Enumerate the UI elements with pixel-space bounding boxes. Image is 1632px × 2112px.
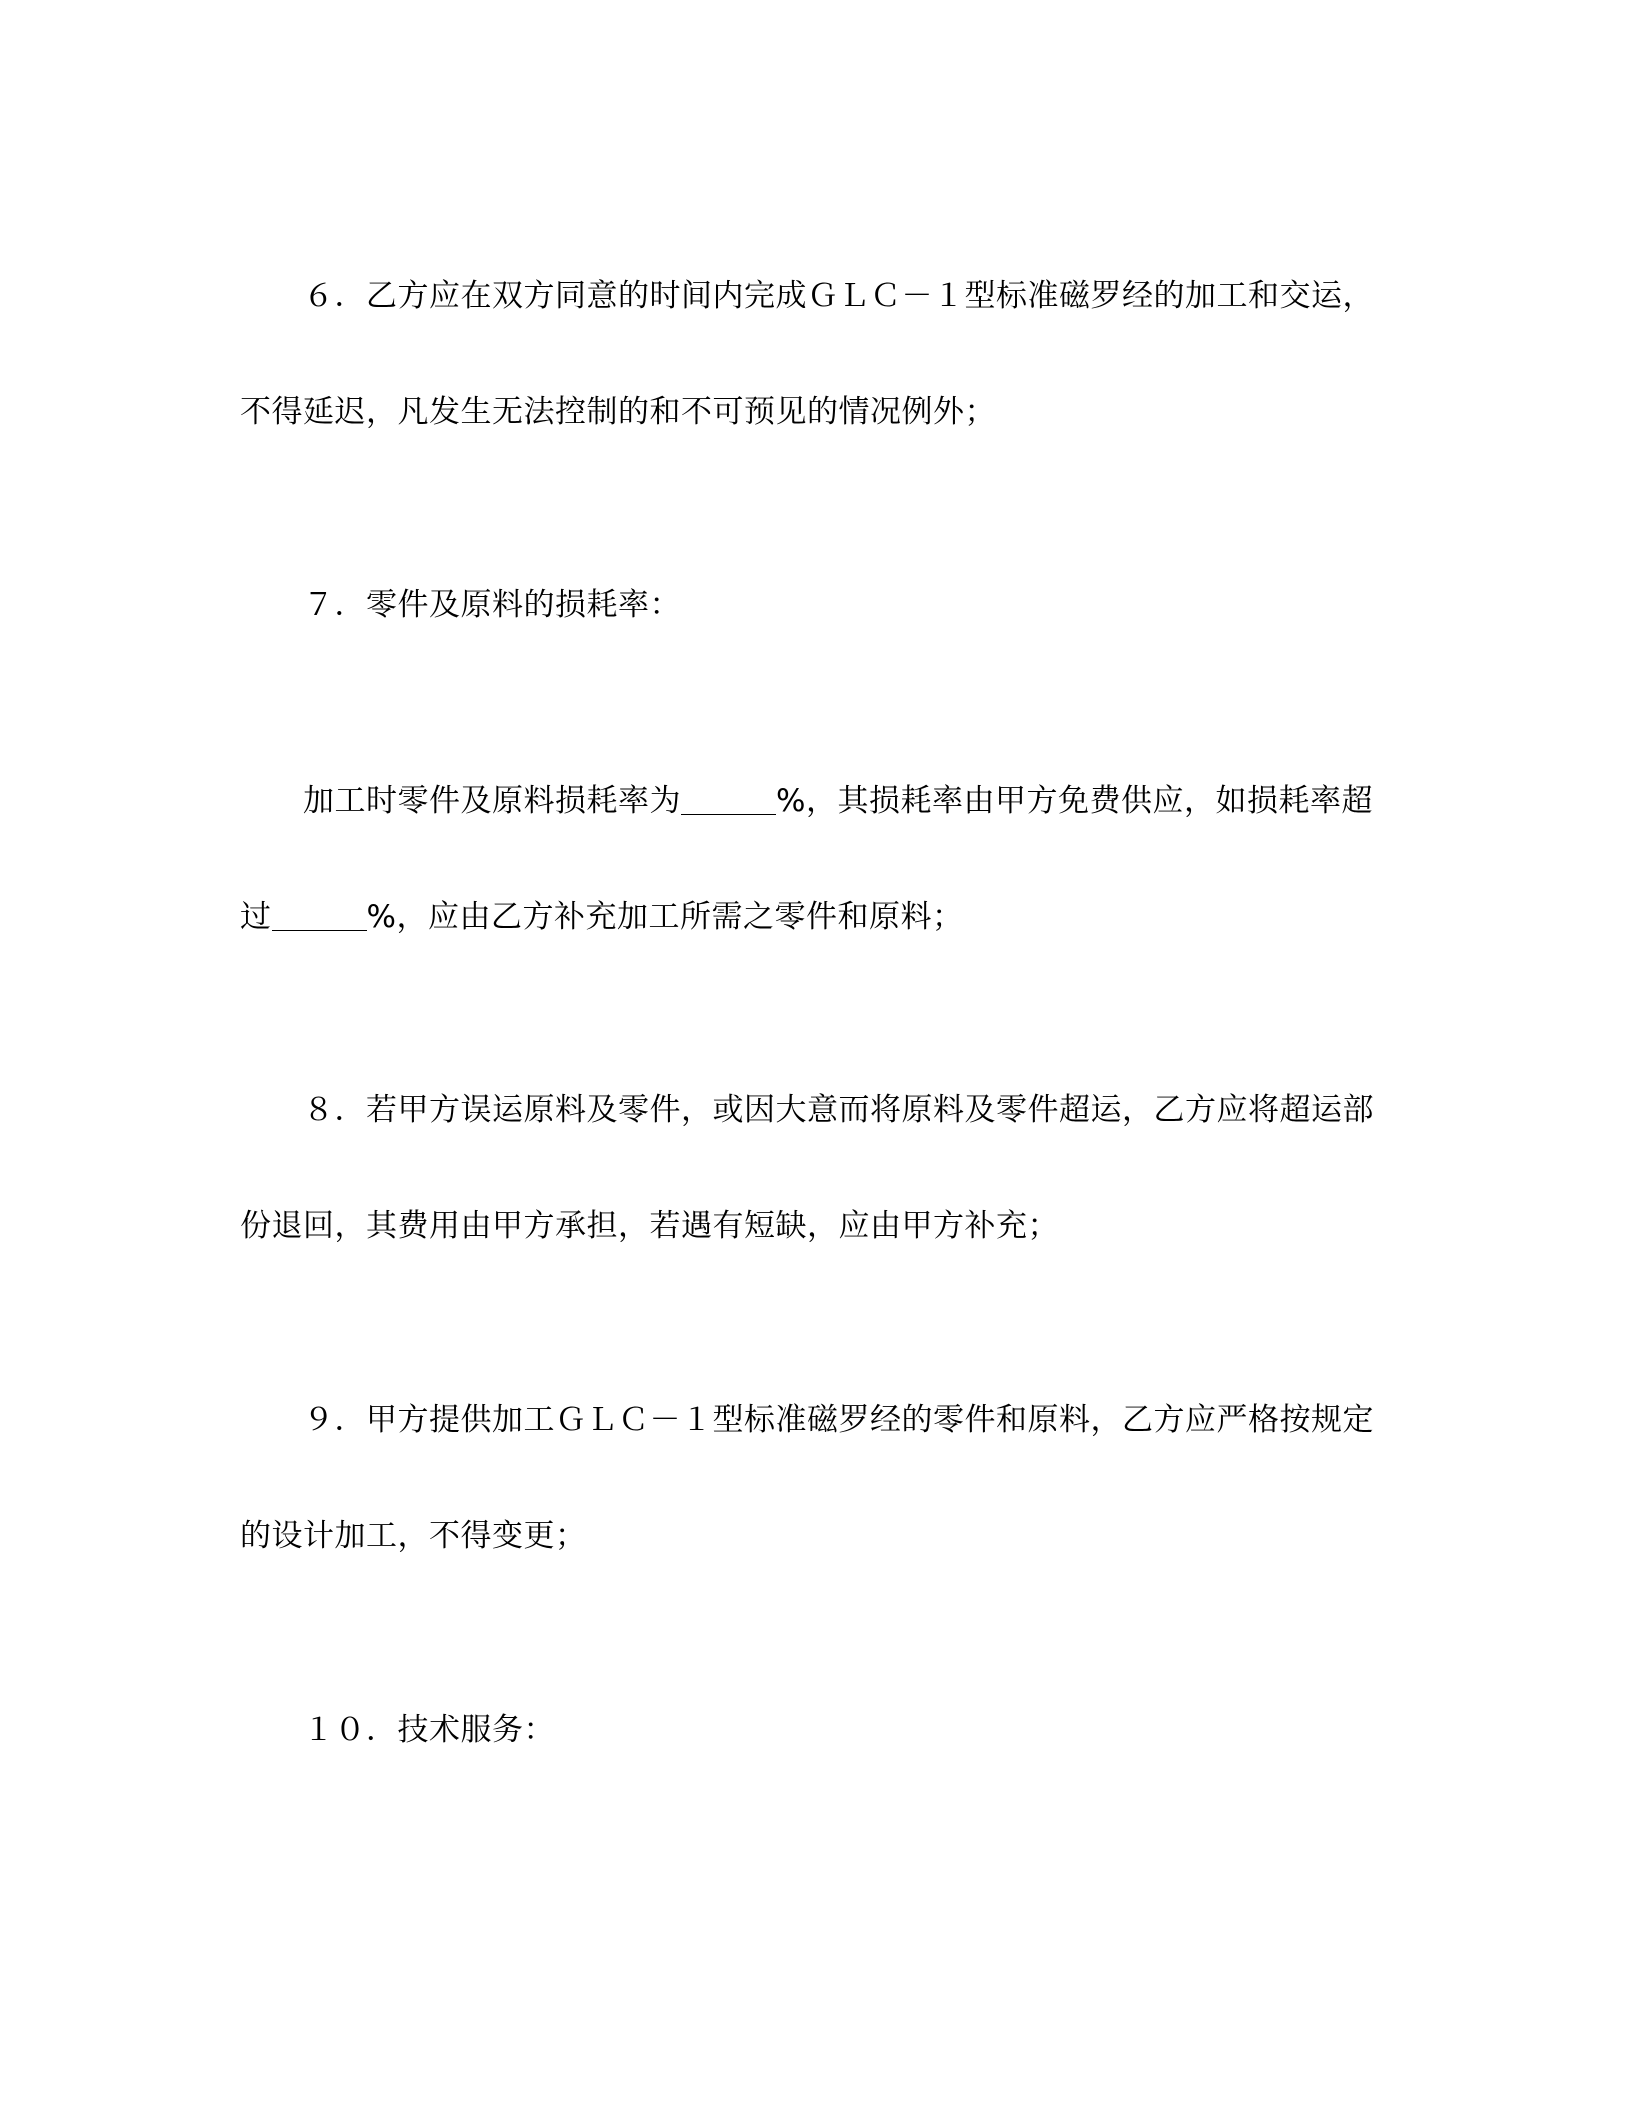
clause-7-body-line-2 (240, 897, 963, 937)
loss-rate-blank-2 (272, 900, 367, 931)
loss-rate-blank-1 (681, 784, 776, 815)
clause-9-line-2: 的设计加工，不得变更； (240, 1518, 587, 1554)
excess-rate-text-post: %，应由乙方补充加工所需之零件和原料； (366, 899, 964, 935)
clause-6-line-1: ６．乙方应在双方同意的时间内完成ＧＬＣ－１型标准磁罗经的加工和交运， (303, 278, 1374, 314)
clause-6-line-2: 不得延迟，凡发生无法控制的和不可预见的情况例外； (240, 394, 996, 430)
loss-rate-text-pre: 加工时零件及原料损耗率为 (303, 783, 681, 819)
clause-7-heading: ７．零件及原料的损耗率： (303, 587, 681, 623)
clause-8-line-1: ８．若甲方误运原料及零件，或因大意而将原料及零件超运，乙方应将超运部 (303, 1092, 1374, 1128)
excess-rate-text-pre: 过 (240, 899, 272, 935)
clause-8-line-2: 份退回，其费用由甲方承担，若遇有短缺，应由甲方补充； (240, 1208, 1059, 1244)
clause-7-body-line-1 (303, 781, 1373, 821)
loss-rate-text-post: %，其损耗率由甲方免费供应，如损耗率超 (776, 783, 1373, 819)
clause-10-heading: １０．技术服务： (303, 1712, 555, 1748)
clause-9-line-1: ９．甲方提供加工ＧＬＣ－１型标准磁罗经的零件和原料，乙方应严格按规定 (303, 1402, 1374, 1438)
